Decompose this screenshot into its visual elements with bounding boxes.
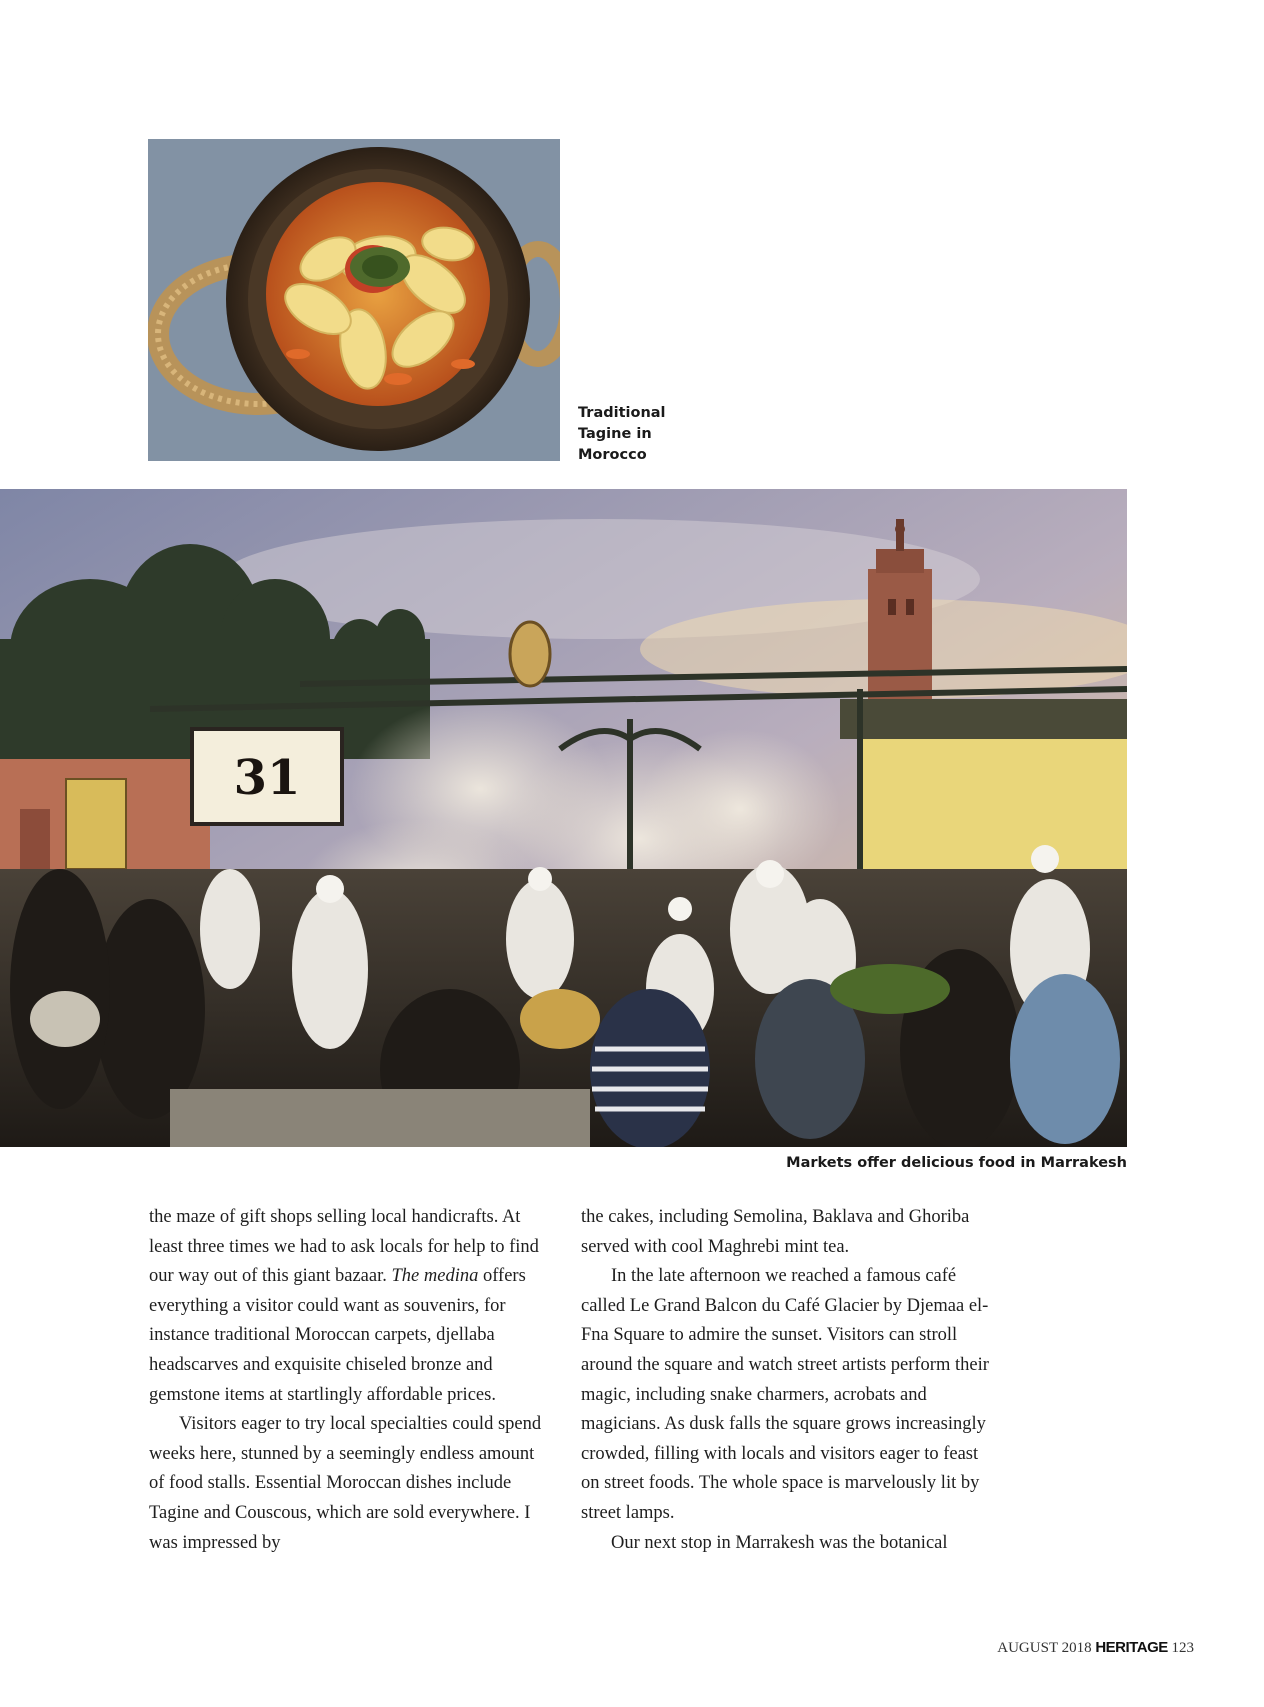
issue-date: AUGUST 2018: [997, 1640, 1092, 1656]
tagine-caption-line: Traditional: [578, 405, 666, 421]
article-paragraph: Our next stop in Marrakesh was the botanical: [611, 1532, 948, 1553]
market-caption: Markets offer delicious food in Marrakesh: [786, 1155, 1127, 1171]
paragraph-text: offers everything a visitor could want as souvenirs, for instance traditional Moroccan carpets, djellaba headscarves and exquisite chiseled bronze and gemstone items at startlingly affordable prices.: [149, 1266, 526, 1405]
magazine-name: HERITAGE: [1095, 1639, 1168, 1656]
paragraph-text: the maze of gift shops selling local handicrafts. At least three times we had to ask locals for help to find our way out of this giant bazaar.: [149, 1207, 539, 1287]
tagine-caption-line: Tagine in: [578, 426, 652, 442]
tagine-caption: [578, 403, 698, 466]
article-paragraph: [149, 1203, 544, 1410]
page-folio: [997, 1639, 1194, 1657]
page-number: 123: [1171, 1640, 1194, 1656]
tagine-photo: [148, 139, 560, 461]
market-photo: [0, 489, 1127, 1147]
market-sign-number: 31: [233, 750, 301, 806]
article-paragraph: Visitors eager to try local specialties could spend weeks here, stunned by a seemingly endless amount of food stalls. Essential Moroccan dishes include Tagine and Couscous, which are sold everywhere. I was impressed by: [149, 1414, 542, 1553]
italic-term: The medina: [391, 1266, 479, 1287]
article-column-left: [149, 1203, 544, 1558]
article-paragraph: In the late afternoon we reached a famous café called Le Grand Balcon du Café Glacier by Djemaa el-Fna Square to admire the sunset. Visitors can stroll around the square and watch street artists perform their magic, including snake charmers, acrobats and magicians. As dusk falls the square grows increasingly crowded, filling with locals and visitors eager to feast on street foods. The whole space is marvelously lit by street lamps.: [581, 1266, 989, 1523]
article-paragraph: the cakes, including Semolina, Baklava and Ghoriba served with cool Maghrebi mint tea.: [581, 1207, 970, 1257]
tagine-caption-line: Morocco: [578, 447, 647, 463]
article-column-right: [581, 1203, 991, 1558]
